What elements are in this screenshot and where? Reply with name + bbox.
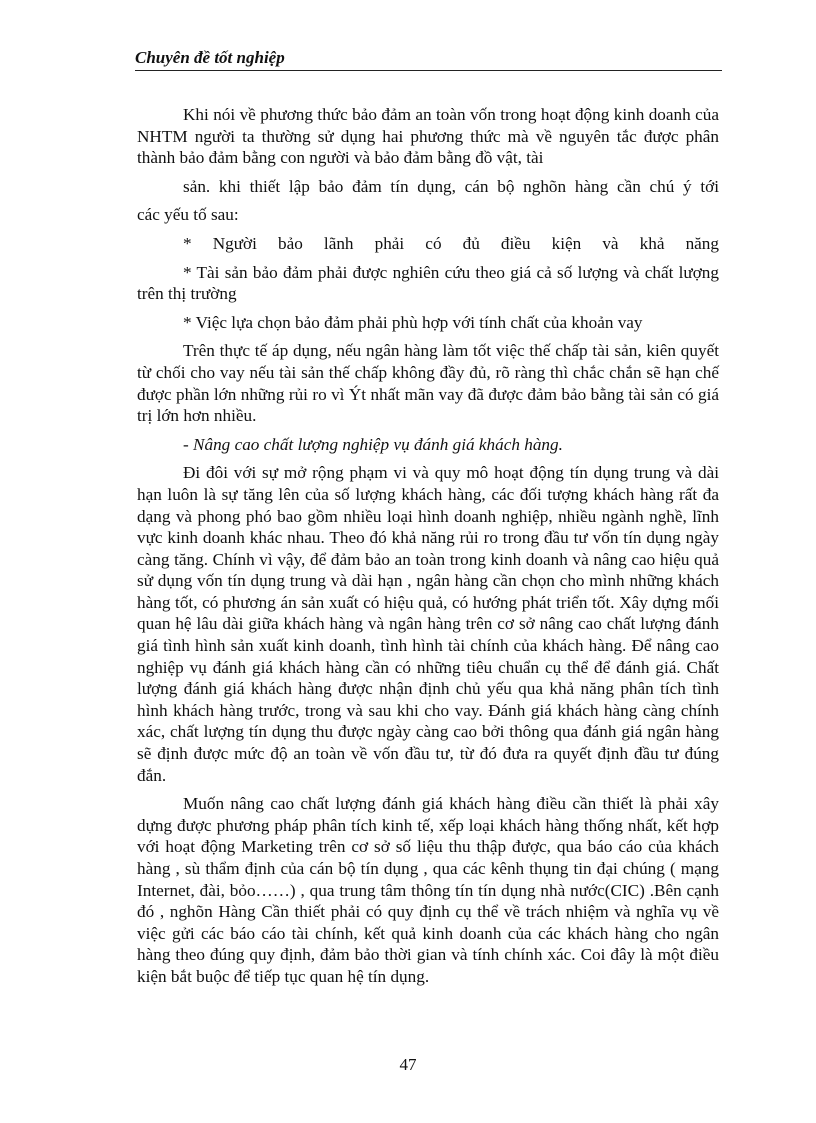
section-heading-customer-evaluation: - Nâng cao chất lượng nghiệp vụ đánh giá khách hàng.: [183, 434, 563, 454]
paragraph-practice: Trên thực tế áp dụng, nếu ngân hàng làm tốt việc thế chấp tài sản, kiên quyết từ chối cho vay nếu tài sản thế chấp không đầy đủ, rõ ràng thì chắc chắn sẽ hạn chế được phần lớn những rủi ro vì Ýt nhất mãn vay đã được đảm bảo bằng tài sản có giá trị lớn hơn nhiều.: [137, 341, 719, 426]
running-header: Chuyên đề tốt nghiệp: [135, 48, 285, 67]
bullet-guarantor: * Người bảo lãnh phải có đủ điều kiện và khả năng: [183, 233, 719, 253]
paragraph-guarantee-methods: Khi nói về phương thức bảo đảm an toàn vốn trong hoạt động kinh doanh của NHTM người ta thường sử dụng hai phương thức mà về nguyên tắc được phân thành bảo đảm bằng con người và bảo đảm bằng đồ vật, tài: [137, 105, 719, 168]
bullet-collateral: * Tài sản bảo đảm phải được nghiên cứu theo giá cả số lượng và chất lượng trên thị trường: [137, 262, 719, 304]
paragraph-factors-intro: các yếu tố sau:: [137, 205, 239, 225]
header-divider: [135, 70, 722, 71]
document-body: [137, 104, 719, 995]
paragraph-customer-growth: Đi đôi với sự mở rộng phạm vi và quy mô hoạt động tín dụng trung và dài hạn luôn là sự tăng lên của số lượng khách hàng, các đối tượng khách hàng rất đa dạng và phong phó bao gồm nhiều loại hình doanh nghiệp, nhiều ngành nghề, lĩnh vực kinh doanh khác nhau. Theo đó khả năng rủi ro trong đầu tư vốn tín dụng ngày càng tăng. Chính vì vậy, để đảm bảo an toàn trong kinh doanh và nâng cao hiệu quả sử dụng vốn tín dụng trung và dài hạn , ngân hàng cần chọn cho mình những khách hàng tốt, có phương án sản xuất có hiệu quả, có hướng phát triển tốt. Xây dựng mối quan hệ lâu dài giữa khách hàng và ngân hàng trên cơ sở nâng cao chất lượng đánh giá tình hình sản xuất kinh doanh, tình hình tài chính của khách hàng. Để nâng cao nghiệp vụ đánh giá khách hàng cần có những tiêu chuẩn cụ thể để đánh giá. Chất lượng đánh giá khách hàng được nhận định chủ yếu qua khả năng phân tích tình hình khách hàng trước, trong và sau khi cho vay. Đánh giá khách hàng càng chính xác, chất lượng tín dụng thu được ngày càng cao bởi thông qua đánh giá ngân hàng sẽ định được mức độ an toàn về vốn đầu tư, từ đó đưa ra quyết định đầu tư đúng đắn.: [137, 463, 719, 785]
bullet-selection: * Việc lựa chọn bảo đảm phải phù hợp với tính chất của khoản vay: [183, 312, 643, 332]
paragraph-evaluation-quality: Muốn nâng cao chất lượng đánh giá khách hàng điều cần thiết là phải xây dựng được phương pháp phân tích kinh tế, xếp loại khách hàng thống nhất, kết hợp với hoạt động Marketing trên cơ sở số liệu thu thập được, qua báo cáo của khách hàng , sù thẩm định của cán bộ tín dụng , qua các kênh thụng tin đại chúng ( mạng Internet, đài, bỏo……) , qua trung tâm thông tín tín dụng nhà nước(CIC) .Bên cạnh đó , nghõn Hàng Cần thiết phải có quy định cụ thể về trách nhiệm và nghĩa vụ về việc gửi các báo cáo tài chính, kết quả kinh doanh của các khách hàng cho ngân hàng theo đúng quy định, đảm bảo thời gian và tính chính xác. Coi đây là một điều kiện bắt buộc để tiếp tục quan hệ tín dụng.: [137, 794, 719, 986]
page-number: 47: [399, 1055, 417, 1074]
paragraph-credit-officer: sản. khi thiết lập bảo đảm tín dụng, cán bộ nghõn hàng cần chú ý tới: [183, 176, 719, 196]
